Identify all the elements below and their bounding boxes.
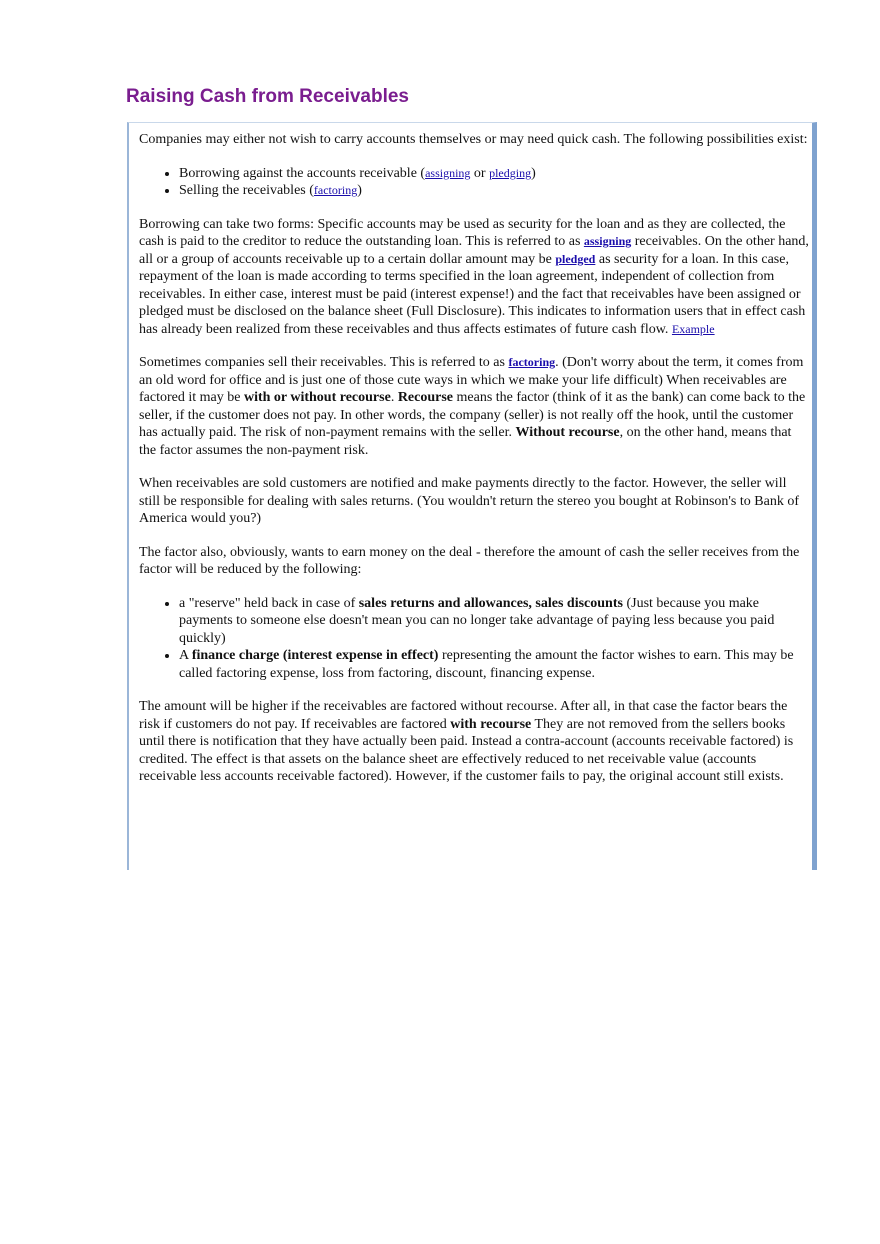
- options-list: [139, 165, 809, 200]
- list-item-finance-charge: • A finance charge (interest expense in effect) representing the amount the factor wishes to earn. This may be called factoring expense, loss from factoring, discount, financing expense.: [179, 647, 809, 682]
- list-item-borrowing: • Borrowing against the accounts receivable (assigning or pledging): [179, 165, 809, 183]
- intro-paragraph: Companies may either not wish to carry accounts themselves or may need quick cash. The following possibilities exist:: [139, 132, 808, 147]
- factoring-paragraph: Sometimes companies sell their receivables. This is referred to as factoring. (Don't worry about the term, it comes from an old word for office and is just one of those cute ways in which we make your life difficult) When receivables are factored it may be with or without recourse. Recourse means the factor (think of it as the bank) can come back to the seller, if the customer does not pay. In other words, the company (seller) is not really off the hook, until the customer has actually paid. The risk of non-payment remains with the seller. Without recourse, on the other hand, means that the factor assumes the non-payment risk.: [139, 355, 806, 458]
- pledging-link[interactable]: pledging: [489, 165, 532, 180]
- list-item-reserve: • a "reserve" held back in case of sales returns and allowances, sales discounts (Just because you make payments to someone else doesn't mean you can no longer take advantage of paying less because you paid quickly): [179, 595, 809, 648]
- page-title: Raising Cash from Receivables: [126, 86, 409, 107]
- pledged-link[interactable]: pledged: [555, 251, 596, 266]
- sold-paragraph: When receivables are sold customers are notified and make payments directly to the factor. However, the seller will still be responsible for dealing with sales returns. (You wouldn't return the stereo you bought at Robinson's to Bank of America would you?): [139, 476, 799, 526]
- example-link[interactable]: Example: [671, 321, 715, 336]
- assigning-link-bold[interactable]: assigning: [583, 234, 632, 248]
- list-item-selling: • Selling the receivables (factoring): [179, 182, 809, 200]
- earn-paragraph: The factor also, obviously, wants to earn money on the deal - therefore the amount of cash the seller receives from the factor will be reduced by the following:: [139, 544, 800, 577]
- amount-paragraph: The amount will be higher if the receivables are factored without recourse. After all, in that case the factor bears the risk if customers do not pay. If receivables are factored with recourse They are not removed from the sellers books until there is notification that they have actually been paid. Instead a contra-account (accounts receivable factored) is credited. The effect is that assets on the balance sheet are effectively reduced to net receivable value (accounts receivable less accounts receivable factored). However, if the customer fails to pay, the original account still exists.: [139, 699, 794, 784]
- borrowing-paragraph: Borrowing can take two forms: Specific accounts may be used as security for the loan and as they are collected, the cash is paid to the creditor to reduce the outstanding loan. This is referred to as assigning receivables. On the other hand, all or a group of accounts receivable up to a certain dollar amount may be pledged as security for a loan. In this case, repayment of the loan is made according to terms specified in the loan agreement, independent of collection from receivables. In either case, interest must be paid (interest expense!) and the fact that receivables have been assigned or pledged must be disclosed on the balance sheet (Full Disclosure). This indicates to information users that in effect cash has already been realized from these receivables and thus affects estimates of future cash flow. Example: [139, 216, 809, 337]
- embedded-screenshot: [127, 122, 817, 870]
- screenshot-content: [139, 131, 809, 802]
- factoring-link[interactable]: factoring: [313, 183, 358, 197]
- factoring-link-bold[interactable]: factoring: [508, 355, 556, 369]
- assigning-link[interactable]: assigning: [425, 165, 471, 180]
- reductions-list: [139, 595, 809, 683]
